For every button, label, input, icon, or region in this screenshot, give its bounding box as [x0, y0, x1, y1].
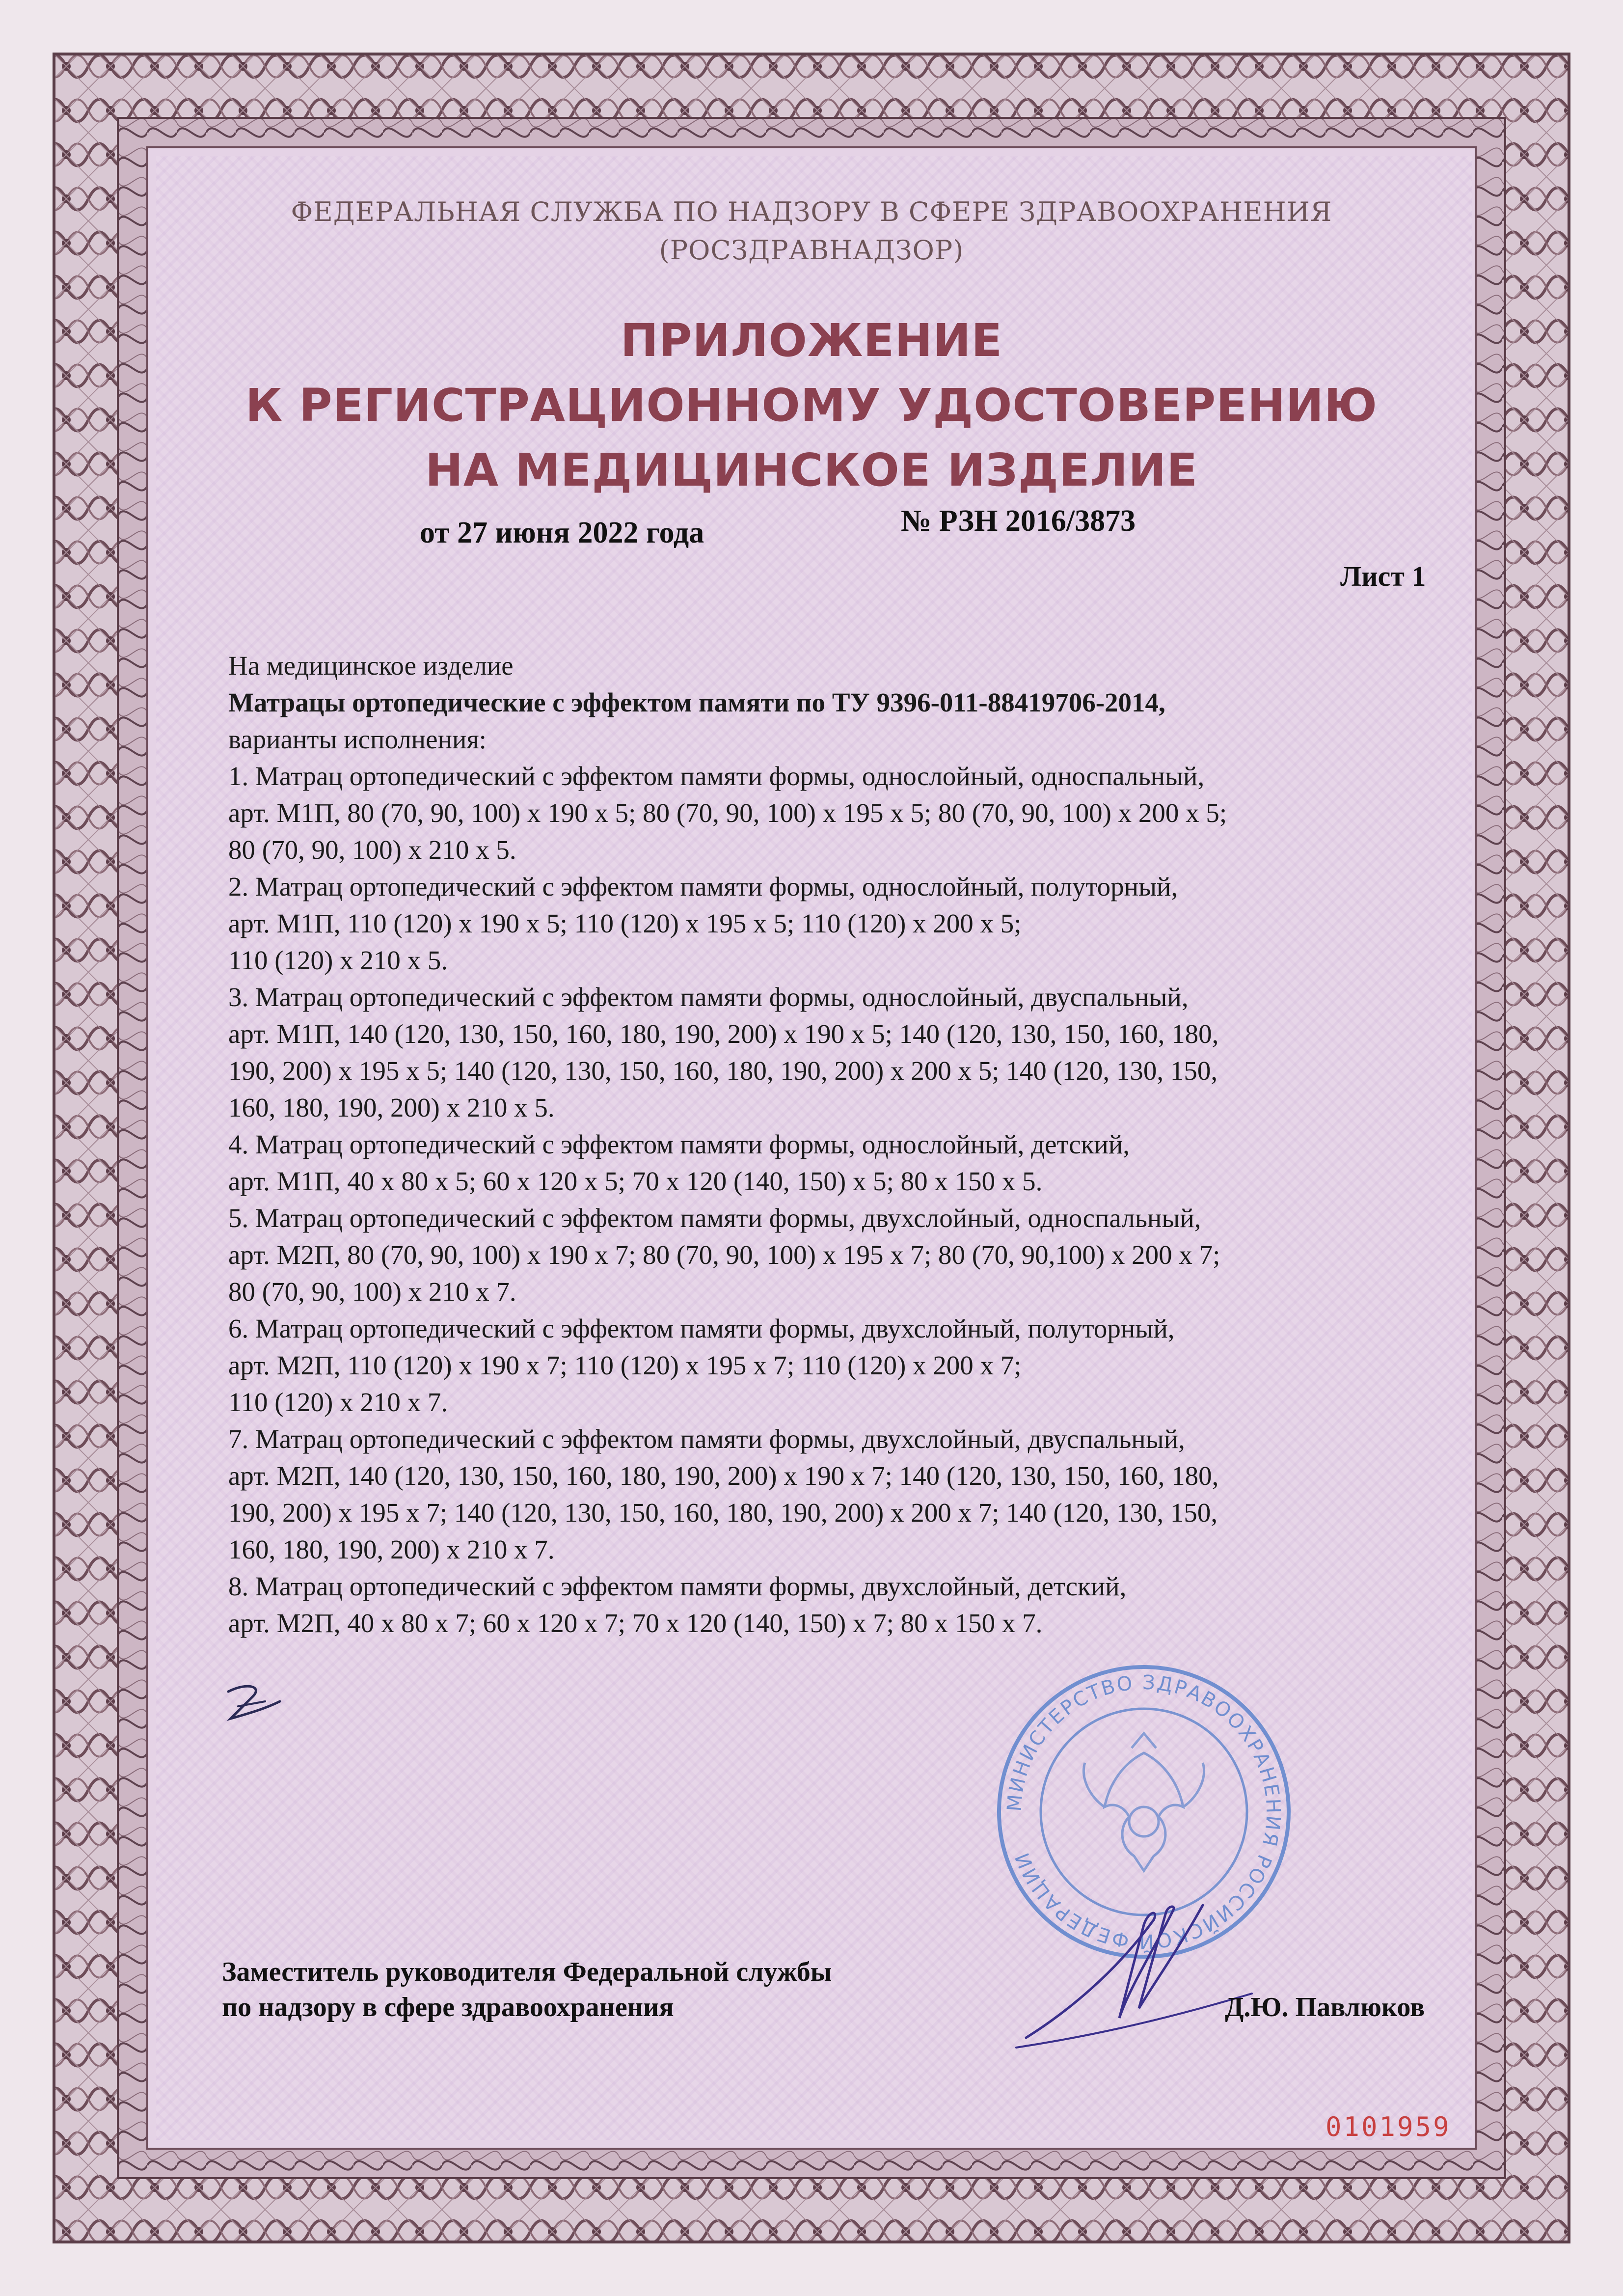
stamp-text: МИНИСТЕРСТВО ЗДРАВООХРАНЕНИЯ РОССИЙСКОЙ ФЕДЕРАЦИИ [1003, 1671, 1285, 1953]
agency-name: ФЕДЕРАЛЬНАЯ СЛУЖБА ПО НАДЗОРУ В СФЕРЕ ЗДРАВООХРАНЕНИЯ [291, 196, 1332, 227]
signatory-name: Д.Ю. Павлюков [1225, 1992, 1425, 2023]
sheet-number: Лист 1 [1340, 560, 1426, 592]
body-line: 2. Матрац ортопедический с эффектом памяти формы, однослойный, полуторный, [228, 872, 1178, 902]
body-line: 190, 200) x 195 x 7; 140 (120, 130, 150, 160, 180, 190, 200) x 200 x 7; 140 (120, 130, 150, [228, 1498, 1218, 1528]
signatory-position-line2: по надзору в сфере здравоохранения [222, 1992, 674, 2023]
eagle-emblem-icon [1083, 1733, 1204, 1871]
body-line: 80 (70, 90, 100) x 210 x 7. [228, 1277, 516, 1307]
signatory-position-line1: Заместитель руководителя Федеральной службы [222, 1957, 832, 1987]
body-line: 80 (70, 90, 100) x 210 x 5. [228, 835, 516, 865]
body-line: 6. Матрац ортопедический с эффектом памяти формы, двухслойный, полуторный, [228, 1313, 1175, 1343]
handwritten-initial [218, 1679, 287, 1733]
document-title-line3: НА МЕДИЦИНСКОЕ ИЗДЕЛИЕ [425, 444, 1198, 496]
body-line: варианты исполнения: [228, 724, 487, 754]
body-line: арт. М1П, 140 (120, 130, 150, 160, 180, 190, 200) x 190 x 5; 140 (120, 130, 150, 160, 180, [228, 1019, 1219, 1049]
serial-number: 0101959 [1325, 2111, 1451, 2142]
body-line: арт. М2П, 140 (120, 130, 150, 160, 180, 190, 200) x 190 x 7; 140 (120, 130, 150, 160, 180, [228, 1461, 1219, 1491]
body-line: арт. М1П, 80 (70, 90, 100) x 190 x 5; 80 (70, 90, 100) x 195 x 5; 80 (70, 90, 100) x 200 x 5; [228, 798, 1227, 828]
body-line: 5. Матрац ортопедический с эффектом памяти формы, двухслойный, односпальный, [228, 1203, 1201, 1233]
body-line: арт. М2П, 80 (70, 90, 100) x 190 x 7; 80 (70, 90, 100) x 195 x 7; 80 (70, 90,100) x 200 x 7; [228, 1240, 1220, 1270]
registration-number: № РЗН 2016/3873 [901, 504, 1136, 538]
body-line: арт. М2П, 110 (120) x 190 x 7; 110 (120) x 195 x 7; 110 (120) x 200 x 7; [228, 1350, 1022, 1380]
body-line: На медицинское изделие [228, 651, 514, 681]
body-line: 190, 200) x 195 x 5; 140 (120, 130, 150, 160, 180, 190, 200) x 200 x 5; 140 (120, 130, 150, [228, 1056, 1218, 1086]
device-description [228, 647, 1485, 1641]
body-line: Матрацы ортопедические с эффектом памяти по ТУ 9396-011-88419706-2014, [228, 687, 1165, 717]
handwritten-signature [1006, 1890, 1262, 2052]
agency-abbreviation: (РОСЗДРАВНАДЗОР) [659, 235, 964, 266]
body-line: арт. М1П, 110 (120) x 190 x 5; 110 (120) x 195 x 5; 110 (120) x 200 x 5; [228, 908, 1022, 938]
body-line: 110 (120) x 210 x 7. [228, 1387, 448, 1417]
document-title-line1: ПРИЛОЖЕНИЕ [620, 314, 1003, 367]
body-line: 160, 180, 190, 200) x 210 x 5. [228, 1093, 555, 1122]
body-line: 160, 180, 190, 200) x 210 x 7. [228, 1534, 555, 1564]
body-line: 7. Матрац ортопедический с эффектом памяти формы, двухслойный, двуспальный, [228, 1424, 1185, 1454]
body-line: 110 (120) x 210 x 5. [228, 945, 448, 975]
body-line: арт. М1П, 40 x 80 x 5; 60 x 120 x 5; 70 x 120 (140, 150) x 5; 80 x 150 x 5. [228, 1166, 1043, 1196]
body-line: арт. М2П, 40 x 80 x 7; 60 x 120 x 7; 70 x 120 (140, 150) x 7; 80 x 150 x 7. [228, 1608, 1043, 1638]
body-line: 3. Матрац ортопедический с эффектом памяти формы, однослойный, двуспальный, [228, 982, 1189, 1012]
document-title-line2: К РЕГИСТРАЦИОННОМУ УДОСТОВЕРЕНИЮ [245, 379, 1378, 432]
issue-date: от 27 июня 2022 года [420, 516, 704, 549]
body-line: 4. Матрац ортопедический с эффектом памяти формы, однослойный, детский, [228, 1129, 1130, 1159]
body-line: 8. Матрац ортопедический с эффектом памяти формы, двухслойный, детский, [228, 1571, 1127, 1601]
body-line: 1. Матрац ортопедический с эффектом памяти формы, однослойный, односпальный, [228, 761, 1205, 791]
